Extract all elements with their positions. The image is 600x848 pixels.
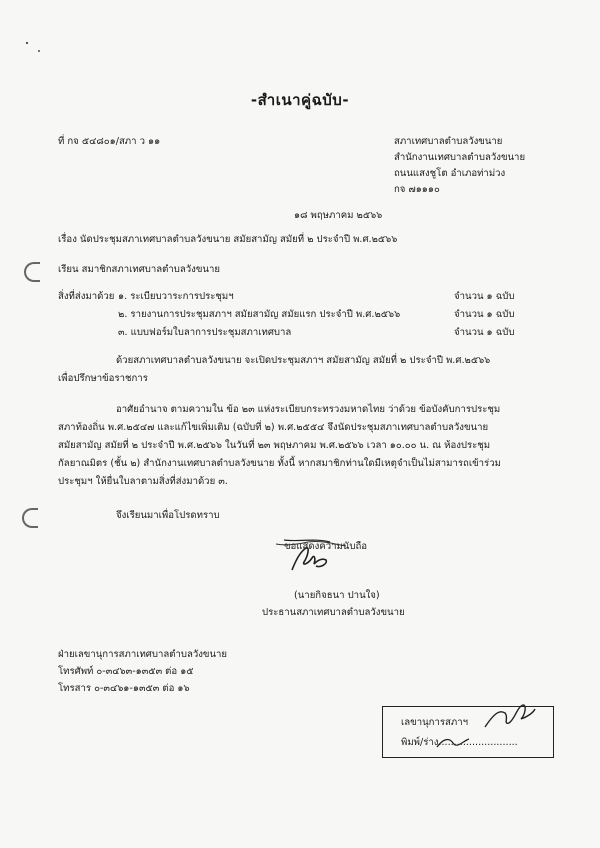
recipient-line: เรียน สมาชิกสภาเทศบาลตำบลวังขนาย [58,264,220,275]
address-line: กจ ๗๑๑๑๐ [394,184,440,195]
box-secretary-line: เลขานุการสภาฯ [401,717,468,728]
closing-line: จึงเรียนมาเพื่อโปรดทราบ [116,510,220,521]
reference-number: ที่ กจ ๕๔๘๐๑/สภา ว ๑๑ [58,136,161,147]
enclosures-label: สิ่งที่ส่งมาด้วย [58,291,115,302]
signer-name: (นายกิจธนา ปานใจ) [294,590,380,601]
enclosure-item: ๓. แบบฟอร์มใบลาการประชุมสภาเทศบาล [118,327,292,338]
phone-line: โทรศัพท์ ๐-๓๔๖๓-๑๓๕๓ ต่อ ๑๕ [58,666,194,677]
enclosure-qty: จำนวน ๑ ฉบับ [454,309,515,320]
scan-speck [26,42,28,44]
paragraph-line: อาศัยอำนาจ ตามความใน ข้อ ๒๓ แห่งระเบียบกระทรวงมหาดไทย ว่าด้วย ข้อบังคับการประชุม [116,404,501,415]
paragraph-line: กัลยาณมิตร (ชั้น ๒) สำนักงานเทศบาลตำบลวังขนาย ทั้งนี้ หากสมาชิกท่านใดมีเหตุจำเป็นไม่สามารถเข้าร่วม [58,458,501,469]
punch-mark [22,508,38,528]
address-line: สำนักงานเทศบาลตำบลวังขนาย [394,152,526,163]
initials-signature [479,697,539,737]
paragraph-line: สภาท้องถิ่น พ.ศ.๒๕๔๗ และแก้ไขเพิ่มเติม (ฉบับที่ ๒) พ.ศ.๒๕๕๔ จึงนัดประชุมสภาเทศบาลตำบลวังขนาย [58,422,489,433]
enclosure-qty: จำนวน ๑ ฉบับ [454,291,515,302]
subject-line: เรื่อง นัดประชุมสภาเทศบาลตำบลวังขนาย สมัยสามัญ สมัยที่ ๒ ประจำปี พ.ศ.๒๕๖๖ [58,234,398,245]
initials-mark [433,733,473,753]
department-line: ฝ่ายเลขานุการสภาเทศบาลตำบลวังขนาย [58,649,228,660]
signature [256,530,366,578]
box-draft-line: พิมพ์/ร่าง.......................... [401,737,518,748]
enclosure-item: ๒. รายงานการประชุมสภาฯ สมัยสามัญ สมัยแรก ประจำปี พ.ศ.๒๕๖๖ [118,309,401,320]
document-date: ๑๘ พฤษภาคม ๒๕๖๖ [294,210,383,221]
document-title: -สำเนาคู่ฉบับ- [250,91,350,109]
paragraph-line: ด้วยสภาเทศบาลตำบลวังขนาย จะเปิดประชุมสภาฯ สมัยสามัญ สมัยที่ ๒ ประจำปี พ.ศ.๒๕๖๖ [116,355,491,366]
paragraph-line: เพื่อปรึกษาข้อราชการ [58,373,148,384]
regards-line: ขอแสดงความนับถือ [284,541,368,552]
signer-title: ประธานสภาเทศบาลตำบลวังขนาย [262,607,405,618]
enclosure-qty: จำนวน ๑ ฉบับ [454,327,515,338]
punch-mark [24,262,40,282]
address-line: สภาเทศบาลตำบลวังขนาย [394,136,503,147]
drafting-box [382,706,554,758]
paragraph-line: สมัยสามัญ สมัยที่ ๒ ประจำปี พ.ศ.๒๕๖๖ ในวันที่ ๒๓ พฤษภาคม พ.ศ.๒๕๖๖ เวลา ๑๐.๐๐ น. ณ ห้องประชุม [58,440,491,451]
fax-line: โทรสาร ๐-๓๔๖๑-๑๓๕๓ ต่อ ๑๖ [58,683,190,694]
paragraph-line: ประชุมฯ ให้ยื่นใบลาตามสิ่งที่ส่งมาด้วย ๓. [58,476,228,487]
enclosure-item: ๑. ระเบียบวาระการประชุมฯ [118,291,234,302]
address-line: ถนนแสงชูโต อำเภอท่าม่วง [394,168,506,179]
scan-speck [38,50,40,52]
